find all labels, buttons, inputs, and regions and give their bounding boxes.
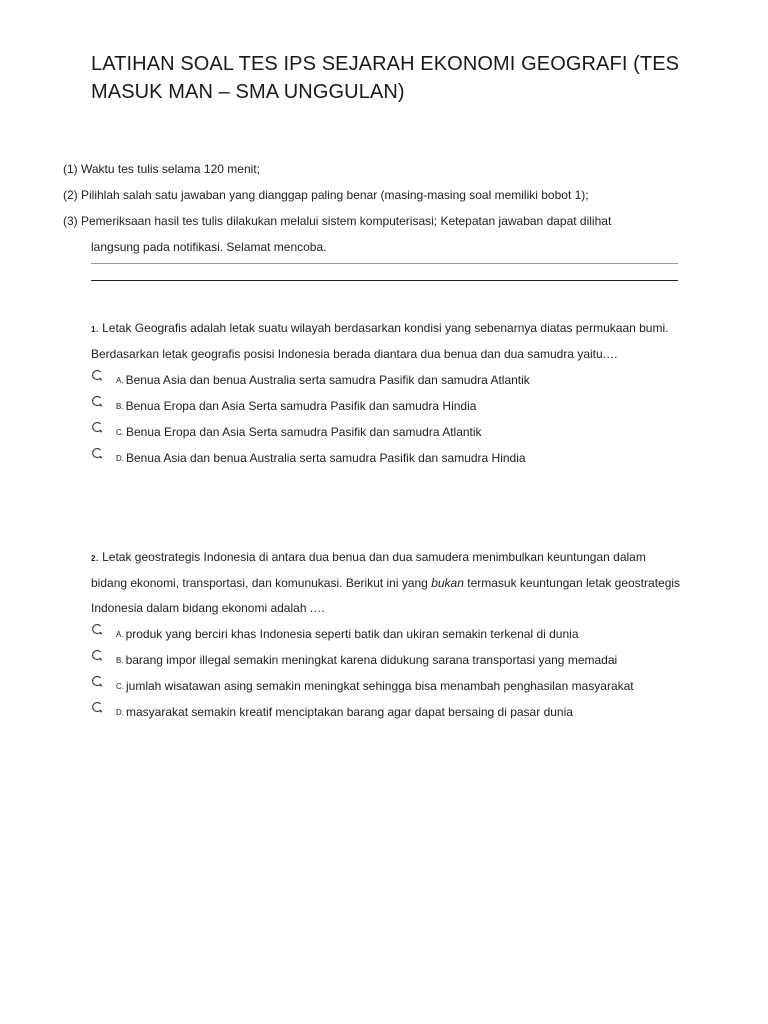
question-2-text (91, 545, 681, 621)
divider-black (91, 280, 678, 281)
option-letter: D. (116, 453, 124, 463)
option-a[interactable] (91, 367, 681, 393)
options-list (91, 367, 681, 471)
radio-button-icon[interactable] (91, 395, 103, 407)
document-title: LATIHAN SOAL TES IPS SEJARAH EKONOMI GEOGRAFI (TES MASUK MAN – SMA UNGGULAN) (91, 53, 680, 103)
question-1-text (91, 316, 681, 367)
radio-button-icon[interactable] (91, 649, 103, 661)
question-body-before: . Letak geostrategis Indonesia di antara dua benua dan dua samudera menimbulkan keuntungan dalam bidang ekonomi, transportasi, dan komunukasi. Berikut ini yang (91, 550, 646, 590)
question-body-after: termasuk keuntungan letak geostrategis Indonesia dalam bidang ekonomi adalah .… (91, 576, 681, 615)
question-body: . Letak Geografis adalah letak suatu wilayah berdasarkan kondisi yang sebenarnya diatas permukaan bumi. Berdasarkan letak geografis posisi Indonesia berada diantara dua benua dan dua samudra yaitu.… (91, 321, 669, 361)
option-letter: A. (116, 629, 124, 639)
rule-3-continuation: langsung pada notifikasi. Selamat mencoba. (91, 240, 327, 254)
option-letter: C. (116, 427, 124, 437)
rule-1: (1) Waktu tes tulis selama 120 menit; (63, 162, 260, 176)
option-letter: C. (116, 681, 124, 691)
radio-button-icon[interactable] (91, 675, 103, 687)
option-text: Benua Asia dan benua Australia serta samudra Pasifik dan samudra Atlantik (125, 373, 530, 387)
option-text: jumlah wisatawan asing semakin meningkat sehingga bisa menambah penghasilan masyarakat (126, 679, 634, 693)
divider-gray (91, 263, 678, 264)
options-list (91, 621, 681, 725)
question-1 (91, 316, 681, 471)
radio-button-icon[interactable] (91, 623, 103, 635)
option-text: barang impor illegal semakin meningkat karena didukung sarana transportasi yang memadai (125, 653, 618, 667)
option-letter: A. (116, 375, 124, 385)
question-2 (91, 545, 681, 725)
option-text: Benua Eropa dan Asia Serta samudra Pasifik dan samudra Atlantik (126, 425, 482, 439)
radio-button-icon[interactable] (91, 421, 103, 433)
instructions (63, 160, 703, 264)
question-number: 2 (91, 554, 96, 563)
option-b[interactable] (91, 647, 681, 673)
radio-button-icon[interactable] (91, 701, 103, 713)
option-c[interactable] (91, 673, 681, 699)
rule-3 (63, 212, 703, 256)
question-number: 1 (91, 325, 96, 334)
option-a[interactable] (91, 621, 681, 647)
option-text: masyarakat semakin kreatif menciptakan barang agar dapat bersaing di pasar dunia (126, 705, 573, 719)
question-emphasis: bukan (431, 576, 464, 590)
option-text: Benua Asia dan benua Australia serta samudra Pasifik dan samudra Hindia (126, 451, 526, 465)
option-c[interactable] (91, 419, 681, 445)
rule-2: (2) Pilihlah salah satu jawaban yang dianggap paling benar (masing-masing soal memiliki bobot 1); (63, 188, 589, 202)
radio-button-icon[interactable] (91, 447, 103, 459)
option-text: Benua Eropa dan Asia Serta samudra Pasifik dan samudra Hindia (125, 399, 477, 413)
option-d[interactable] (91, 699, 681, 725)
option-letter: B. (116, 655, 124, 665)
option-b[interactable] (91, 393, 681, 419)
rule-3-text: (3) Pemeriksaan hasil tes tulis dilakukan melalui sistem komputerisasi; Ketepatan jawaban dapat dilihat (63, 214, 612, 228)
option-letter: D. (116, 707, 124, 717)
option-letter: B. (116, 401, 124, 411)
option-d[interactable] (91, 445, 681, 471)
radio-button-icon[interactable] (91, 369, 103, 381)
option-text: produk yang berciri khas Indonesia seperti batik dan ukiran semakin terkenal di dunia (125, 627, 579, 641)
